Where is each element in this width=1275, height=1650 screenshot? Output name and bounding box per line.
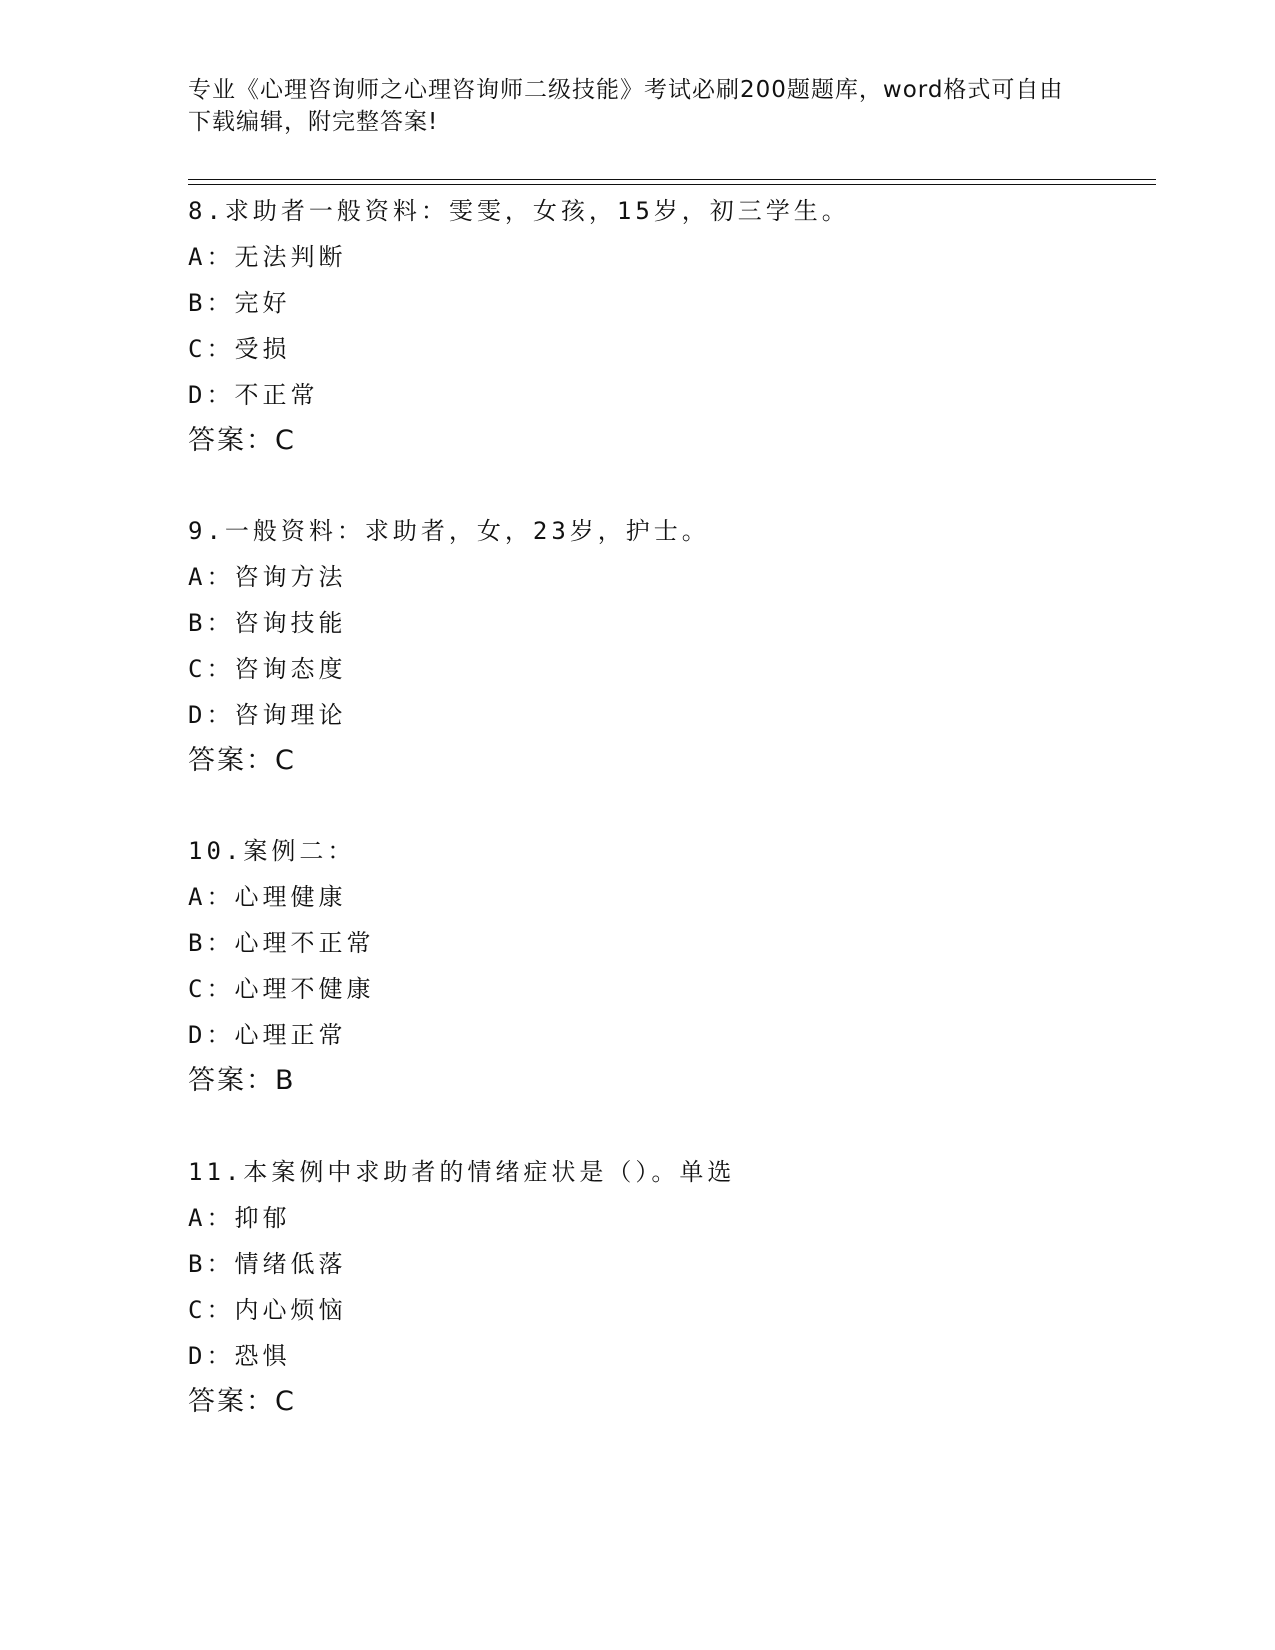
answer: 答案：B bbox=[188, 1065, 296, 1096]
option-b: B：咨询技能 bbox=[188, 609, 347, 637]
option-a: A：无法判断 bbox=[188, 243, 347, 271]
option-c: C：心理不健康 bbox=[188, 975, 375, 1003]
question-title: 10.案例二： bbox=[188, 837, 356, 865]
option-d: D：恐惧 bbox=[188, 1342, 291, 1370]
question-title: 11.本案例中求助者的情绪症状是（）。单选 bbox=[188, 1158, 736, 1186]
question-9 bbox=[188, 508, 1148, 784]
header-divider-bottom bbox=[188, 184, 1156, 185]
option-a: A：抑郁 bbox=[188, 1204, 291, 1232]
question-8 bbox=[188, 188, 1148, 464]
option-a: A：心理健康 bbox=[188, 883, 347, 911]
option-c: C：内心烦恼 bbox=[188, 1296, 347, 1324]
document-intro: 专业《心理咨询师之心理咨询师二级技能》考试必刷200题题库，word格式可自由下载编辑，附完整答案! bbox=[188, 77, 1064, 135]
answer: 答案：C bbox=[188, 1386, 296, 1417]
question-10 bbox=[188, 828, 1148, 1104]
option-a: A：咨询方法 bbox=[188, 563, 347, 591]
question-title: 9.一般资料：求助者，女，23岁，护士。 bbox=[188, 517, 710, 545]
option-d: D：咨询理论 bbox=[188, 701, 347, 729]
option-c: C：咨询态度 bbox=[188, 655, 347, 683]
answer: 答案：C bbox=[188, 745, 296, 776]
option-c: C：受损 bbox=[188, 335, 291, 363]
option-d: D：不正常 bbox=[188, 381, 319, 409]
option-b: B：完好 bbox=[188, 289, 291, 317]
answer: 答案：C bbox=[188, 425, 296, 456]
option-b: B：心理不正常 bbox=[188, 929, 375, 957]
header-divider-top bbox=[188, 179, 1156, 180]
question-title: 8.求助者一般资料：雯雯，女孩，15岁，初三学生。 bbox=[188, 197, 850, 225]
option-b: B：情绪低落 bbox=[188, 1250, 347, 1278]
option-d: D：心理正常 bbox=[188, 1021, 347, 1049]
question-11 bbox=[188, 1149, 1148, 1425]
